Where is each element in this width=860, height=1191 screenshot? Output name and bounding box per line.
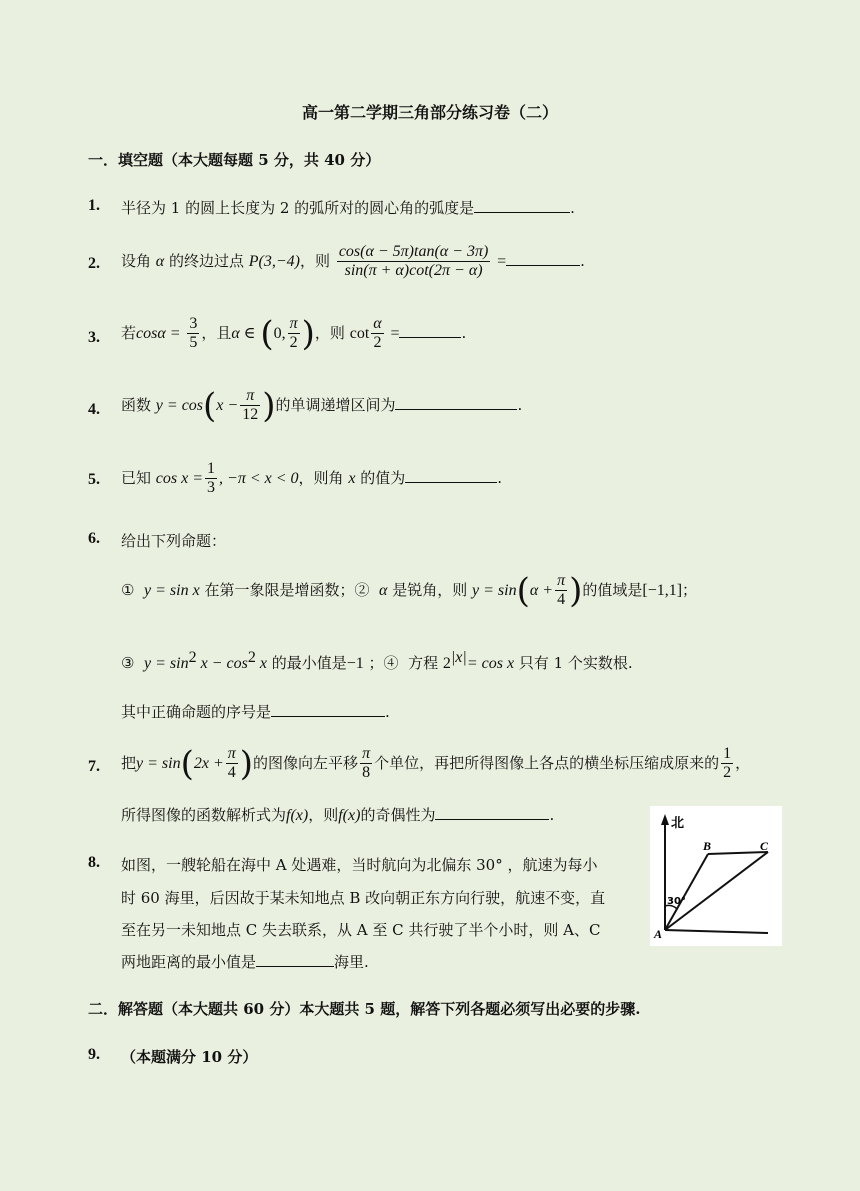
answer-blank[interactable] <box>474 198 570 213</box>
answer-blank[interactable] <box>395 395 517 410</box>
section-1-heading: 一．填空题（本大题每题 5 分，共 40 分） <box>88 151 381 169</box>
question-5-number: 5. <box>88 471 100 488</box>
north-label: 北 <box>671 816 685 831</box>
east-line <box>665 930 768 933</box>
section-2-heading: 二．解答题（本大题共 60 分）本大题共 5 题，解答下列各题必须写出必要的步骤. <box>88 1000 641 1018</box>
question-1: 半径为 1 的圆上长度为 2 的弧所对的圆心角的弧度是 . <box>121 199 575 217</box>
point-B-label: B <box>703 839 712 853</box>
question-8-line-1: 如图，一艘轮船在海中 A 处遇难，当时航向为北偏东 30° ，航速为每小 <box>121 856 598 874</box>
segment-AB <box>665 854 708 930</box>
question-8-number: 8. <box>88 854 100 871</box>
page-title: 高一第二学期三角部分练习卷（二） <box>301 103 558 122</box>
fraction: $\frac{\cos(\alpha - 5\pi)\tan(\alpha - 3\pi)}{\sin(\pi + \alpha)\cot(2\pi - \alpha)}$ <box>338 243 489 280</box>
question-8-line-2: 时 60 海里，后因故于某未知地点 B 改向朝正东方向行驶，航速不变，直 <box>121 889 606 907</box>
question-2: 设角 α 的终边过点 P(3,−4)，则 $\frac{\cos(\alpha - 5\pi)\tan(\alpha - 3\pi)}{\sin(\pi + \alpha)\cot(2\pi - \alpha)}$ = . <box>121 243 585 280</box>
question-7-line-2: 所得图像的函数解析式为f(x)，则f(x)的奇偶性为 . <box>121 806 555 824</box>
question-6-props-3-4: ③ $y = \sin^2 x - \cos^2 x$ 的最小值是−1 ；④ 方程 $2^{|x|}= \cos x$ 只有 1 个实数根. <box>121 649 633 672</box>
question-5: 已知 cos x = $\frac{1}{3}$ , −π < x < 0，则角 x 的值为 . <box>121 460 503 497</box>
north-arrow-icon <box>661 814 669 825</box>
angle-label: 30° <box>667 896 686 907</box>
segment-AC <box>665 852 768 930</box>
answer-blank[interactable] <box>405 468 497 483</box>
ship-route-figure <box>650 806 782 946</box>
answer-blank[interactable] <box>271 702 385 717</box>
question-4-number: 4. <box>88 401 100 418</box>
answer-blank[interactable] <box>506 251 580 266</box>
question-3: 若cosα = $\frac{3}{5}$ ，且α ∈ (0, $\frac{\pi}{2}$ )，则 cot $\frac{\alpha}{2}$ = . <box>121 313 467 354</box>
answer-blank[interactable] <box>399 323 461 338</box>
point-A-label: A <box>654 927 663 941</box>
route-diagram <box>650 806 782 946</box>
question-7-line-1: 把y = sin(2x + $\frac{\pi}{4}$ )的图像向左平移 $\frac{\pi}{8}$ 个单位，再把所得图像上各点的横坐标压缩成原来的 $\frac{1}{2}$ ， <box>121 743 751 784</box>
question-6-intro: 给出下列命题： <box>121 532 227 550</box>
question-6-ask: 其中正确命题的序号是 . <box>121 703 390 721</box>
point-C-label: C <box>760 839 769 853</box>
question-9-number: 9. <box>88 1046 100 1063</box>
question-7-number: 7. <box>88 758 100 775</box>
answer-blank[interactable] <box>435 805 549 820</box>
segment-BC <box>708 852 768 854</box>
question-1-number: 1. <box>88 197 100 214</box>
question-9: （本题满分 10 分） <box>121 1048 258 1066</box>
question-3-number: 3. <box>88 329 100 346</box>
question-8-line-4: 两地距离的最小值是 海里. <box>121 953 369 971</box>
question-6-props-1-2: ① y = sin x 在第一象限是增函数；② α 是锐角，则 y = sin(α + $\frac{\pi}{4}$ )的值域是[−1,1]； <box>121 570 698 611</box>
question-6-number: 6. <box>88 530 100 547</box>
question-8-line-3: 至在另一未知地点 C 失去联系，从 A 至 C 共行驶了半个小时，则 A、C <box>121 921 601 939</box>
question-2-number: 2. <box>88 255 100 272</box>
question-4: 函数 y = cos(x − $\frac{\pi}{12}$ )的单调递增区间为 . <box>121 385 523 426</box>
answer-blank[interactable] <box>256 952 334 967</box>
